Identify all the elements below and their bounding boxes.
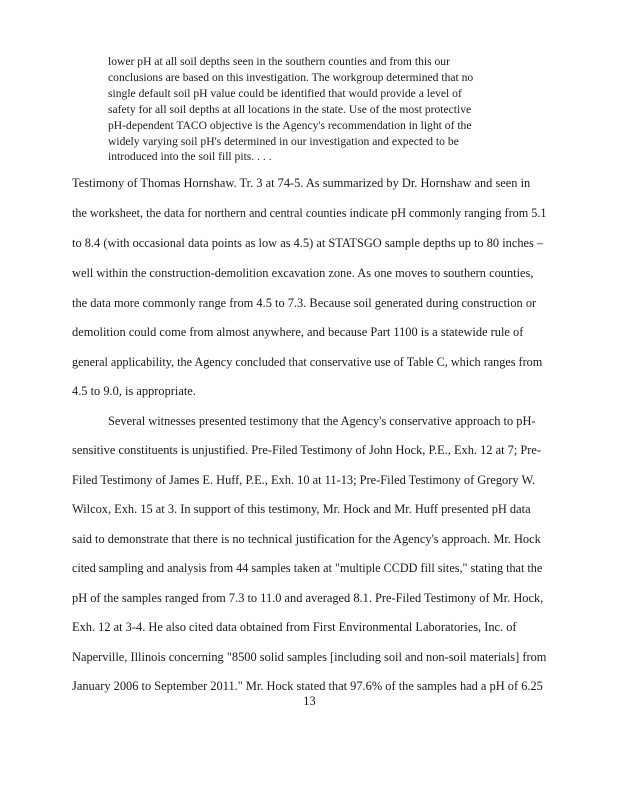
paragraph-2-line: Wilcox, Exh. 15 at 3. In support of this testimony, Mr. Hock and Mr. Huff presented pH data — [72, 502, 531, 516]
paragraph-2-line: cited sampling and analysis from 44 samples taken at "multiple CCDD fill sites," stating that the — [72, 561, 543, 575]
paragraph-2-line: said to demonstrate that there is no technical justification for the Agency's approach. Mr. Hock — [72, 532, 541, 546]
paragraph-2-line: Exh. 12 at 3-4. He also cited data obtained from First Environmental Laboratories, Inc. of — [72, 620, 517, 634]
page-number: 13 — [303, 694, 316, 708]
quote-line: widely varying soil pH's determined in our investigation and expected to be — [108, 134, 459, 148]
paragraph-2-line: sensitive constituents is unjustified. Pre-Filed Testimony of John Hock, P.E., Exh. 12 at 7; Pre- — [72, 443, 542, 457]
paragraph-2-line: January 2006 to September 2011." Mr. Hock stated that 97.6% of the samples had a pH of 6.25 — [72, 679, 543, 693]
paragraph-1-line: general applicability, the Agency concluded that conservative use of Table C, which ranges from — [72, 355, 543, 369]
paragraph-1-line: the worksheet, the data for northern and central counties indicate pH commonly ranging from 5.1 — [72, 206, 547, 220]
paragraph-1-line: well within the construction-demolition excavation zone. As one moves to southern counties, — [72, 266, 534, 280]
quote-line: introduced into the soil fill pits. . . . — [108, 150, 272, 164]
paragraph-2-line: Several witnesses presented testimony that the Agency's conservative approach to pH- — [108, 414, 536, 428]
quote-line: safety for all soil depths at all locations in the state. Use of the most protective — [108, 102, 472, 116]
quote-line: single default soil pH value could be identified that would provide a level of — [108, 86, 462, 100]
quote-line: conclusions are based on this investigation. The workgroup determined that no — [108, 70, 474, 84]
paragraph-1-line: to 8.4 (with occasional data points as low as 4.5) at STATSGO sample depths up to 80 inches – — [72, 236, 544, 250]
paragraph-1-line: Testimony of Thomas Hornshaw. Tr. 3 at 74-5. As summarized by Dr. Hornshaw and seen in — [72, 176, 531, 190]
paragraph-1-line: 4.5 to 9.0, is appropriate. — [72, 384, 196, 398]
paragraph-1-line: the data more commonly range from 4.5 to 7.3. Because soil generated during construction or — [72, 296, 537, 310]
paragraph-2-line: pH of the samples ranged from 7.3 to 11.0 and averaged 8.1. Pre-Filed Testimony of Mr. Hock, — [72, 591, 544, 605]
paragraph-2-line: Naperville, Illinois concerning "8500 solid samples [including soil and non-soil materials] from — [72, 650, 547, 664]
block-quote — [108, 54, 528, 165]
quote-line: lower pH at all soil depths seen in the southern counties and from this our — [108, 55, 450, 68]
quote-line: pH-dependent TACO objective is the Agency's recommendation in light of the — [108, 118, 472, 132]
paragraph-1-line: demolition could come from almost anywhere, and because Part 1100 is a statewide rule of — [72, 325, 524, 339]
paragraph-2-line: Filed Testimony of James E. Huff, P.E., Exh. 10 at 11-13; Pre-Filed Testimony of Gregory W. — [72, 473, 536, 487]
